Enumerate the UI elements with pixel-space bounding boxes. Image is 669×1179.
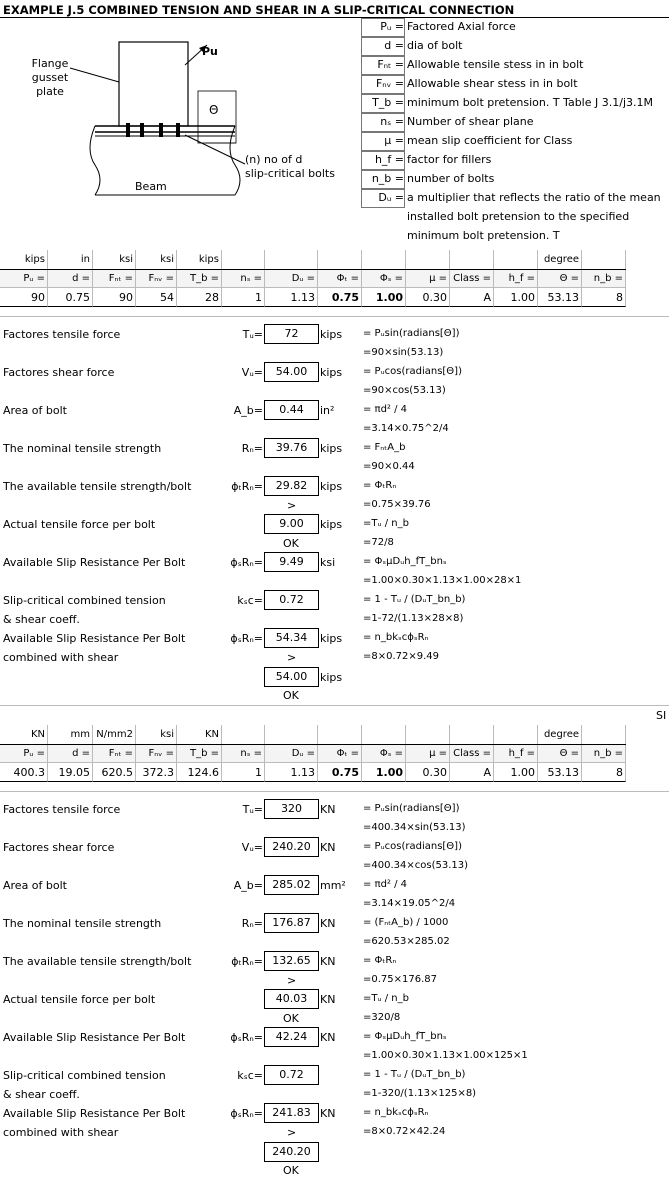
unit-cell	[265, 725, 318, 744]
calc-substitution: =400.34×sin(53.13)	[363, 822, 466, 833]
calc-label: The available tensile strength/bolt	[3, 480, 192, 493]
calc-label-2: combined with shear	[3, 651, 119, 664]
unit-cell	[362, 725, 406, 744]
calc-formula: = ΦₜRₙ	[363, 955, 397, 966]
calc-substitution: =1-72/(1.13×28×8)	[363, 613, 464, 624]
calc-symbol: ϕₛRₙ=	[230, 632, 263, 645]
value-cell: 19.05	[48, 763, 93, 782]
calc-value-box: 40.03	[264, 989, 319, 1009]
gusset-plate-shape	[119, 42, 188, 126]
header-cell: μ =	[406, 744, 450, 763]
calc-unit: kips	[320, 480, 343, 493]
value-cell: 0.30	[406, 763, 450, 782]
calc-value-box: 0.72	[264, 1065, 319, 1085]
header-top-line	[0, 269, 626, 270]
header-cell: h_f =	[494, 269, 538, 288]
value-cell: 1.00	[362, 288, 406, 307]
definition-symbol-cell	[361, 56, 405, 75]
unit-cell: degree	[538, 725, 582, 744]
unit-cell: ksi	[136, 250, 177, 269]
value-cell: 1.00	[494, 763, 538, 782]
header-cell: Fₙᵥ =	[136, 744, 177, 763]
calc-value-box: 0.44	[264, 400, 319, 420]
value-cell: 8	[582, 288, 626, 307]
ok-label: OK	[283, 689, 299, 702]
calc-formula: = n_bkₛcϕₛRₙ	[363, 632, 429, 643]
calc-symbol: Tᵤ=	[242, 328, 263, 341]
value-cell: 0.30	[406, 288, 450, 307]
calc-substitution: =72/8	[363, 537, 394, 548]
header-cell: Dᵤ =	[265, 269, 318, 288]
calc-symbol: kₛc=	[237, 1069, 263, 1082]
calc-label: The available tensile strength/bolt	[3, 955, 192, 968]
calc-value-box: 176.87	[264, 913, 319, 933]
calc-formula: = ΦₛμDᵤh_fT_bnₛ	[363, 556, 447, 567]
value-cell: A	[450, 763, 494, 782]
definition-symbol-cell	[361, 75, 405, 94]
calc-symbol: Rₙ=	[241, 917, 263, 930]
calc-label: Factores tensile force	[3, 328, 121, 341]
header-cell: n_b =	[582, 269, 626, 288]
unit-cell: KN	[177, 725, 222, 744]
definition-symbol-cell	[361, 37, 405, 56]
header-cell: n_b =	[582, 744, 626, 763]
calc-symbol: kₛc=	[237, 594, 263, 607]
calc-formula: =Tᵤ / n_b	[363, 518, 409, 529]
value-cell: 1.00	[362, 763, 406, 782]
header-cell: Fₙₜ =	[93, 744, 136, 763]
calc-formula: = 1 - Tᵤ / (DᵤT_bn_b)	[363, 594, 466, 605]
calc-value-box: 54.34	[264, 628, 319, 648]
unit-cell	[406, 250, 450, 269]
calc-label-2: & shear coeff.	[3, 613, 80, 626]
header-cell: Φₜ =	[318, 744, 362, 763]
calc-unit: kips	[320, 518, 343, 531]
calc-formula: = 1 - Tᵤ / (DᵤT_bn_b)	[363, 1069, 466, 1080]
calc-formula: = πd² / 4	[363, 879, 408, 890]
calc-value-box: 241.83	[264, 1103, 319, 1123]
calc-symbol: Tᵤ=	[242, 803, 263, 816]
value-cell: 0.75	[318, 288, 362, 307]
value-cell: 1	[222, 288, 265, 307]
header-cell: Fₙᵥ =	[136, 269, 177, 288]
value-cell: 8	[582, 763, 626, 782]
calc-label: Actual tensile force per bolt	[3, 993, 156, 1006]
calc-value-box: 0.72	[264, 590, 319, 610]
calc-label: Factores shear force	[3, 366, 115, 379]
calc-label: Area of bolt	[3, 879, 67, 892]
section-divider	[0, 791, 669, 792]
unit-cell: ksi	[93, 250, 136, 269]
calc-label: Factores shear force	[3, 841, 115, 854]
calc-unit: KN	[320, 1107, 336, 1120]
unit-cell: kips	[177, 250, 222, 269]
header-cell: Fₙₜ =	[93, 269, 136, 288]
header-cell: Pᵤ =	[0, 269, 48, 288]
header-cell: Class =	[450, 269, 494, 288]
calc-unit: mm²	[320, 879, 346, 892]
header-cell: d =	[48, 269, 93, 288]
definition-symbol: Fₙₜ =	[377, 58, 404, 71]
calc-formula: = Pᵤsin(radians[Θ])	[363, 803, 460, 814]
calc-substitution: =3.14×19.05^2/4	[363, 898, 456, 909]
header-cell: Θ =	[538, 269, 582, 288]
page-title: EXAMPLE J.5 COMBINED TENSION AND SHEAR IN A SLIP-CRITICAL CONNECTION	[3, 3, 515, 17]
header-cell: Φₛ =	[362, 744, 406, 763]
unit-cell: degree	[538, 250, 582, 269]
title-underline	[0, 17, 669, 18]
section-divider	[0, 316, 669, 317]
value-cell: 400.3	[0, 763, 48, 782]
calc-label: Slip-critical combined tension	[3, 594, 166, 607]
unit-cell: kips	[0, 250, 48, 269]
bolts-label: (n) no of d slip-critical bolts	[245, 153, 335, 180]
calc-unit: KN	[320, 803, 336, 816]
definition-symbol: T_b =	[372, 96, 404, 109]
definition-symbol: n_b =	[371, 172, 404, 185]
unit-cell: KN	[0, 725, 48, 744]
definition-text: number of bolts	[407, 172, 495, 185]
header-cell: Class =	[450, 744, 494, 763]
ok-label: OK	[283, 537, 299, 550]
calc-value-box: 9.49	[264, 552, 319, 572]
value-cell: 90	[93, 288, 136, 307]
unit-cell: N/mm2	[93, 725, 136, 744]
definition-symbol: h_f =	[374, 153, 404, 166]
calc-formula: = Pᵤcos(radians[Θ])	[363, 841, 462, 852]
theta-label: Θ	[209, 103, 219, 117]
value-cell: 1.13	[265, 288, 318, 307]
compare-sign: >	[287, 1126, 297, 1139]
value-cell: 54	[136, 288, 177, 307]
calc-label: The nominal tensile strength	[3, 917, 162, 930]
header-cell: Φₛ =	[362, 269, 406, 288]
calc-value-box: 72	[264, 324, 319, 344]
calc-formula: = πd² / 4	[363, 404, 408, 415]
calc-substitution: =90×cos(53.13)	[363, 385, 446, 396]
calc-formula: =Tᵤ / n_b	[363, 993, 409, 1004]
calc-unit: KN	[320, 993, 336, 1006]
definition-symbol: d =	[384, 39, 404, 52]
unit-cell: in	[48, 250, 93, 269]
calc-substitution: =1-320/(1.13×125×8)	[363, 1088, 477, 1099]
definition-symbol-cell	[361, 170, 405, 189]
calc-symbol: Rₙ=	[241, 442, 263, 455]
unit-cell	[222, 725, 265, 744]
calc-symbol: ϕₜRₙ=	[231, 955, 263, 968]
calc-value-box: 240.20	[264, 837, 319, 857]
unit-cell	[494, 725, 538, 744]
calc-substitution: =1.00×0.30×1.13×1.00×28×1	[363, 575, 522, 586]
calc-value-box: 29.82	[264, 476, 319, 496]
calc-label: Available Slip Resistance Per Bolt	[3, 556, 186, 569]
calc-label: The nominal tensile strength	[3, 442, 162, 455]
definition-text: Number of shear plane	[407, 115, 534, 128]
unit-cell	[582, 250, 626, 269]
calc-substitution: =8×0.72×42.24	[363, 1126, 446, 1137]
si-divider	[0, 705, 669, 706]
unit-cell	[582, 725, 626, 744]
definition-text: Factored Axial force	[407, 20, 516, 33]
calc-label: Area of bolt	[3, 404, 67, 417]
unit-cell	[494, 250, 538, 269]
calc-formula: = Pᵤsin(radians[Θ])	[363, 328, 460, 339]
calc-unit: KN	[320, 917, 336, 930]
calc-unit: kips	[320, 632, 343, 645]
header-cell: μ =	[406, 269, 450, 288]
definition-symbol-cell	[361, 151, 405, 170]
calc-substitution: =0.75×39.76	[363, 499, 431, 510]
header-cell: d =	[48, 744, 93, 763]
definition-text: dia of bolt	[407, 39, 463, 52]
unit-cell	[362, 250, 406, 269]
calc-symbol: A_b=	[233, 404, 263, 417]
definition-symbol: μ =	[384, 134, 404, 147]
calc-label: Available Slip Resistance Per Bolt	[3, 1107, 186, 1120]
calc-symbol: Vᵤ=	[241, 841, 263, 854]
calc-unit: ksi	[320, 556, 336, 569]
calc-label: Actual tensile force per bolt	[3, 518, 156, 531]
beam-label: Beam	[135, 180, 167, 193]
value-cell: A	[450, 288, 494, 307]
calc-substitution: =0.75×176.87	[363, 974, 438, 985]
compare-unit: kips	[320, 671, 343, 684]
header-cell: nₛ =	[222, 269, 265, 288]
compare-sign: >	[287, 499, 297, 512]
calc-label: Factores tensile force	[3, 803, 121, 816]
compare-sign: >	[287, 974, 297, 987]
header-cell: Pᵤ =	[0, 744, 48, 763]
definition-symbol-cell	[361, 189, 405, 208]
definition-symbol-cell	[361, 94, 405, 113]
calc-symbol: Vᵤ=	[241, 366, 263, 379]
value-cell: 53.13	[538, 763, 582, 782]
definition-text: installed bolt pretension to the specified	[407, 210, 630, 223]
calc-formula: = ΦₛμDᵤh_fT_bnₛ	[363, 1031, 447, 1042]
pu-label: Pu	[202, 45, 218, 58]
calc-unit: in²	[320, 404, 335, 417]
calc-label: Slip-critical combined tension	[3, 1069, 166, 1082]
calc-label: Available Slip Resistance Per Bolt	[3, 1031, 186, 1044]
definition-text: Allowable shear stess in in bolt	[407, 77, 578, 90]
value-cell: 620.5	[93, 763, 136, 782]
definition-symbol-cell	[361, 18, 405, 37]
flange-label: Flange gusset plate	[31, 57, 69, 98]
header-top-line	[0, 744, 626, 745]
calc-symbol: ϕₛRₙ=	[230, 1031, 263, 1044]
definition-text: Allowable tensile stess in in bolt	[407, 58, 584, 71]
calc-value-box: 9.00	[264, 514, 319, 534]
calc-unit: KN	[320, 841, 336, 854]
unit-cell	[406, 725, 450, 744]
calc-unit: kips	[320, 442, 343, 455]
calc-unit: KN	[320, 955, 336, 968]
calc-label-2: combined with shear	[3, 1126, 119, 1139]
calc-substitution: =620.53×285.02	[363, 936, 450, 947]
definition-text: minimum bolt pretension. T Table J 3.1/j3.1M	[407, 96, 653, 109]
unit-cell	[222, 250, 265, 269]
calc-value-box: 42.24	[264, 1027, 319, 1047]
definition-text: minimum bolt pretension. T	[407, 229, 560, 242]
header-cell: Θ =	[538, 744, 582, 763]
ok-label: OK	[283, 1012, 299, 1025]
value-cell: 53.13	[538, 288, 582, 307]
calc-value-box: 39.76	[264, 438, 319, 458]
definition-symbol: Fₙᵥ =	[375, 77, 404, 90]
calc-unit: KN	[320, 1031, 336, 1044]
calc-label-2: & shear coeff.	[3, 1088, 80, 1101]
calc-formula: = FₙₜA_b	[363, 442, 406, 453]
ok-label: OK	[283, 1164, 299, 1177]
compare-value-box: 240.20	[264, 1142, 319, 1162]
compare-value-box: 54.00	[264, 667, 319, 687]
definition-symbol: Pᵤ =	[380, 20, 404, 33]
calc-symbol: ϕₜRₙ=	[231, 480, 263, 493]
calc-unit: kips	[320, 328, 343, 341]
calc-symbol: ϕₛRₙ=	[230, 556, 263, 569]
header-cell: nₛ =	[222, 744, 265, 763]
connection-figure	[0, 20, 360, 215]
calc-formula: = n_bkₛcϕₛRₙ	[363, 1107, 429, 1118]
unit-cell	[265, 250, 318, 269]
calc-value-box: 132.65	[264, 951, 319, 971]
definition-symbol-cell	[361, 113, 405, 132]
unit-cell	[318, 250, 362, 269]
definition-symbol: nₛ =	[380, 115, 404, 128]
value-cell: 1.13	[265, 763, 318, 782]
compare-sign: >	[287, 651, 297, 664]
definition-symbol-cell	[361, 132, 405, 151]
calc-value-box: 54.00	[264, 362, 319, 382]
definition-text: factor for fillers	[407, 153, 492, 166]
calc-substitution: =1.00×0.30×1.13×1.00×125×1	[363, 1050, 528, 1061]
calc-substitution: =90×0.44	[363, 461, 415, 472]
calc-substitution: =320/8	[363, 1012, 401, 1023]
calc-substitution: =8×0.72×9.49	[363, 651, 440, 662]
value-cell: 1.00	[494, 288, 538, 307]
value-cell: 124.6	[177, 763, 222, 782]
value-cell: 0.75	[318, 763, 362, 782]
calc-unit: kips	[320, 366, 343, 379]
header-cell: Φₜ =	[318, 269, 362, 288]
calc-value-box: 320	[264, 799, 319, 819]
si-label: SI	[656, 709, 667, 722]
unit-cell: mm	[48, 725, 93, 744]
header-cell: Dᵤ =	[265, 744, 318, 763]
unit-cell	[450, 250, 494, 269]
calc-symbol: A_b=	[233, 879, 263, 892]
header-cell: h_f =	[494, 744, 538, 763]
calc-label: Available Slip Resistance Per Bolt	[3, 632, 186, 645]
unit-cell: ksi	[136, 725, 177, 744]
value-cell: 372.3	[136, 763, 177, 782]
value-cell: 28	[177, 288, 222, 307]
header-cell: T_b =	[177, 269, 222, 288]
calc-substitution: =3.14×0.75^2/4	[363, 423, 449, 434]
unit-cell	[450, 725, 494, 744]
calc-substitution: =90×sin(53.13)	[363, 347, 444, 358]
value-cell: 90	[0, 288, 48, 307]
calc-substitution: =400.34×cos(53.13)	[363, 860, 469, 871]
value-cell: 1	[222, 763, 265, 782]
unit-cell	[318, 725, 362, 744]
calc-value-box: 285.02	[264, 875, 319, 895]
header-cell: T_b =	[177, 744, 222, 763]
value-cell: 0.75	[48, 288, 93, 307]
calc-formula: = Pᵤcos(radians[Θ])	[363, 366, 462, 377]
definition-text: mean slip coefficient for Class	[407, 134, 573, 147]
calc-formula: = ΦₜRₙ	[363, 480, 397, 491]
definition-text: a multiplier that reflects the ratio of the mean	[407, 191, 661, 204]
calc-formula: = (FₙₜA_b) / 1000	[363, 917, 449, 928]
calc-symbol: ϕₛRₙ=	[230, 1107, 263, 1120]
definition-symbol: Dᵤ =	[378, 191, 404, 204]
